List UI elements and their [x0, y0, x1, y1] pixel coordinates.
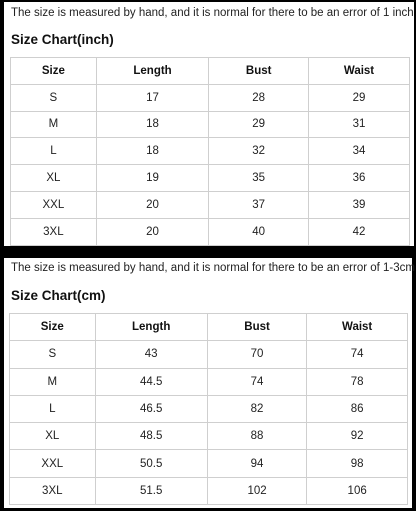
cell-size: XXL — [11, 191, 97, 218]
cell-bust: 28 — [209, 84, 309, 111]
cell-length: 50.5 — [95, 450, 207, 477]
header-size: Size — [11, 58, 97, 85]
cell-length: 18 — [96, 111, 209, 138]
header-waist: Waist — [307, 314, 408, 341]
cell-length: 17 — [96, 84, 209, 111]
cell-bust: 70 — [207, 341, 307, 368]
cell-waist: 74 — [307, 341, 408, 368]
cell-waist: 31 — [309, 111, 410, 138]
measurement-note: The size is measured by hand, and it is normal for there to be an error of 1 inch — [11, 7, 414, 19]
cell-bust: 35 — [209, 165, 309, 192]
cell-waist: 34 — [309, 138, 410, 165]
cell-bust: 74 — [207, 368, 307, 395]
cell-bust: 88 — [207, 423, 307, 450]
cell-size: S — [10, 341, 96, 368]
cell-size: XL — [10, 423, 96, 450]
table-row — [11, 165, 410, 192]
table-header-row — [10, 314, 408, 341]
table-row — [11, 218, 410, 245]
cell-size: S — [11, 84, 97, 111]
header-length: Length — [95, 314, 207, 341]
cell-size: XL — [11, 165, 97, 192]
cell-length: 48.5 — [95, 423, 207, 450]
cell-length: 44.5 — [95, 368, 207, 395]
cell-length: 51.5 — [95, 477, 207, 504]
chart-title: Size Chart(inch) — [11, 32, 114, 47]
header-waist: Waist — [309, 58, 410, 85]
cell-size: M — [10, 368, 96, 395]
cell-length: 43 — [95, 341, 207, 368]
cell-waist: 36 — [309, 165, 410, 192]
table-row — [11, 84, 410, 111]
cell-bust: 29 — [209, 111, 309, 138]
table-header-row — [11, 58, 410, 85]
cell-length: 20 — [96, 218, 209, 245]
cell-length: 20 — [96, 191, 209, 218]
cell-size: L — [10, 395, 96, 422]
cell-bust: 40 — [209, 218, 309, 245]
table-row — [11, 191, 410, 218]
size-chart-cm-panel — [4, 258, 415, 508]
cell-bust: 37 — [209, 191, 309, 218]
cell-size: L — [11, 138, 97, 165]
chart-title: Size Chart(cm) — [11, 288, 106, 303]
cell-waist: 39 — [309, 191, 410, 218]
cell-size: 3XL — [11, 218, 97, 245]
table-row — [10, 368, 408, 395]
cell-bust: 82 — [207, 395, 307, 422]
cell-waist: 78 — [307, 368, 408, 395]
header-length: Length — [96, 58, 209, 85]
cell-length: 46.5 — [95, 395, 207, 422]
cell-waist: 42 — [309, 218, 410, 245]
table-row — [10, 341, 408, 368]
cell-waist: 92 — [307, 423, 408, 450]
table-row — [10, 450, 408, 477]
cell-size: 3XL — [10, 477, 96, 504]
size-chart-inch-panel — [4, 2, 414, 246]
table-row — [10, 423, 408, 450]
cell-waist: 98 — [307, 450, 408, 477]
cell-waist: 29 — [309, 84, 410, 111]
cell-waist: 106 — [307, 477, 408, 504]
cell-bust: 32 — [209, 138, 309, 165]
size-table-cm — [9, 313, 408, 505]
table-row — [11, 138, 410, 165]
measurement-note: The size is measured by hand, and it is normal for there to be an error of 1-3cm — [11, 262, 415, 274]
cell-size: XXL — [10, 450, 96, 477]
cell-bust: 94 — [207, 450, 307, 477]
header-size: Size — [10, 314, 96, 341]
cell-length: 19 — [96, 165, 209, 192]
cell-length: 18 — [96, 138, 209, 165]
table-row — [11, 111, 410, 138]
cell-size: M — [11, 111, 97, 138]
header-bust: Bust — [209, 58, 309, 85]
table-row — [10, 395, 408, 422]
size-table-inch — [10, 57, 410, 246]
cell-waist: 86 — [307, 395, 408, 422]
header-bust: Bust — [207, 314, 307, 341]
cell-bust: 102 — [207, 477, 307, 504]
table-row — [10, 477, 408, 504]
